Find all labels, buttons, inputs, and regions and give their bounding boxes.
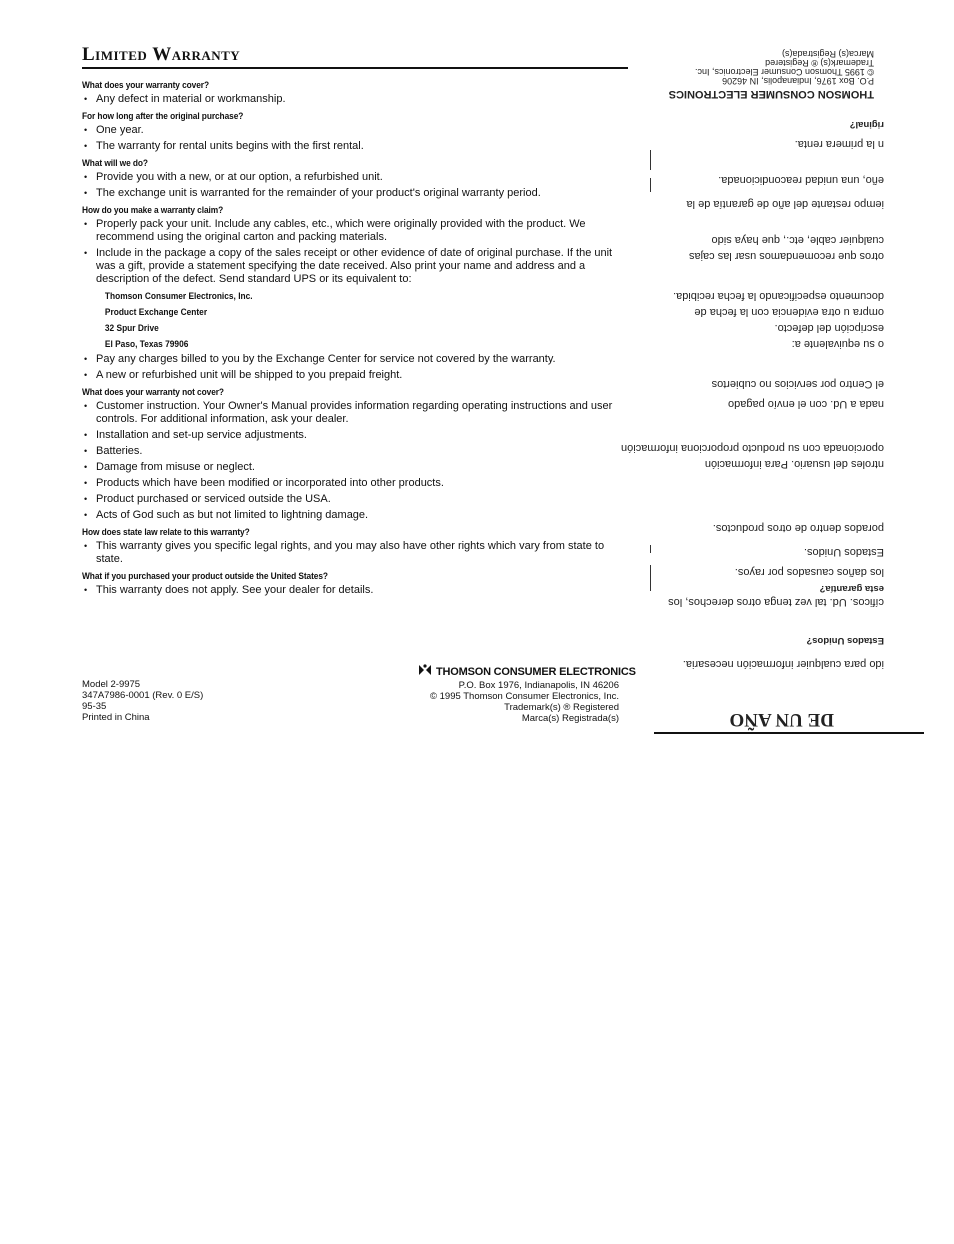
bullet-list (82, 584, 628, 597)
date-code: 95-35 (82, 701, 107, 712)
binding-mark (650, 150, 651, 170)
marca: Marca(s) Registrada(s) (521, 713, 619, 724)
title-rule (82, 67, 628, 69)
list-item: • Pay any charges billed to you by the Exchange Center for service not covered by the warranty. (82, 353, 628, 366)
address-line: 32 Spur Drive (104, 323, 159, 334)
mirrored-address-line: Marca(s) Registrada(s) (781, 49, 874, 59)
bullet-list (82, 218, 628, 286)
printed-in: Printed in China (82, 712, 150, 723)
mirrored-text-line: eño, una unidad reacondicionada. (718, 174, 884, 186)
list-item: • Properly pack your unit. Include any cables, etc., which were originally provided with the product. We recommend using the original carton and packing materials. (82, 218, 628, 244)
warranty-content (82, 78, 628, 600)
section-heading: How do you make a warranty claim? (82, 205, 224, 216)
bullet-list (82, 124, 628, 153)
mirrored-text-line: el Centro por servicios no cubiertos (711, 378, 884, 390)
mirrored-text-line: ompra u otra evidencia con la fecha de (694, 306, 884, 318)
mirrored-address-line: P.O. Box 1976, Indianapolis, IN 46206 (722, 76, 874, 86)
mirrored-text-line: Estados Unidos? (806, 635, 884, 646)
address-line: El Paso, Texas 79906 (104, 339, 189, 350)
mirrored-text-line: nada a Ud. con el envío pagado (728, 398, 884, 410)
list-item: • Acts of God such as but not limited to lightning damage. (82, 509, 628, 522)
mirrored-text-line: documento especificando la fecha recibida. (673, 290, 884, 302)
list-item: • This warranty gives you specific legal rights, and you may also have other rights which vary from state to state. (82, 540, 628, 566)
list-item: • Customer instruction. Your Owner's Manual provides information regarding operating instructions and user controls. For additional information, ask your dealer. (82, 400, 628, 426)
list-item: • Product purchased or serviced outside the USA. (82, 493, 628, 506)
section-heading: What will we do? (82, 158, 148, 169)
list-item: • Provide you with a new, or at our option, a refurbished unit. (82, 171, 628, 184)
list-item: • Products which have been modified or incorporated into other products. (82, 477, 628, 490)
model-info (82, 679, 203, 723)
bullet-list (82, 93, 628, 106)
list-item: • The exchange unit is warranted for the remainder of your product's original warranty period. (82, 187, 628, 200)
bullet-list (82, 171, 628, 200)
mirrored-text-line: porados dentro de otros productos. (712, 522, 884, 534)
mirrored-address-line: Trademark(s) ® Registered (765, 58, 874, 68)
mirrored-text-line: ido para cualquier información necesaria. (682, 658, 884, 670)
mirrored-text-line: iempo restante del año de garantía de la (686, 198, 884, 210)
list-item: • Installation and set-up service adjustments. (82, 429, 628, 442)
mirrored-text-line: oporcionada con su producto proporciona información (621, 442, 884, 454)
list-item: • This warranty does not apply. See your dealer for details. (82, 584, 628, 597)
list-item: • Any defect in material or workmanship. (82, 93, 628, 106)
mirrored-text-line: n la primera renta. (794, 138, 884, 150)
address-line: Thomson Consumer Electronics, Inc. (104, 291, 253, 302)
mirrored-address-line: © 1995 Thomson Consumer Electronics, Inc. (694, 67, 874, 77)
list-item: • The warranty for rental units begins with the first rental. (82, 140, 628, 153)
bullet-list (82, 353, 628, 382)
list-item: • Batteries. (82, 445, 628, 458)
company-address (380, 680, 619, 724)
mirrored-page (621, 49, 954, 730)
mirrored-text-line: otros que recomendamos usar las cajas (688, 250, 884, 262)
address-line: Product Exchange Center (104, 307, 208, 318)
brand-name: THOMSON CONSUMER ELECTRONICS (418, 664, 636, 679)
mirrored-text-line: riginal? (849, 119, 884, 130)
mirrored-text-line: escripción del defecto. (774, 322, 884, 334)
section-heading: How does state law relate to this warranty? (82, 527, 250, 538)
list-item: • Include in the package a copy of the sales receipt or other evidence of date of original purchase. If the unit was a gift, provide a statement specifying the date received. Also print your name and address and a description of the defect. Send standard UPS or its equivalent to: (82, 247, 628, 286)
trademark: Trademark(s) ® Registered (504, 702, 619, 713)
mirrored-text-line: Estados Unidos. (803, 546, 884, 558)
page-title: Limited Warranty (82, 44, 241, 65)
mirrored-text-line: esta garantía? (819, 583, 884, 594)
binding-mark (650, 545, 651, 553)
list-item: • A new or refurbished unit will be shipped to you prepaid freight. (82, 369, 628, 382)
mirrored-text-line: cualquier cable, etc., que haya sido (711, 234, 884, 246)
section-heading: What does your warranty not cover? (82, 387, 224, 398)
bullet-list (82, 400, 628, 522)
binding-mark (650, 565, 651, 591)
copyright: © 1995 Thomson Consumer Electronics, Inc. (430, 691, 619, 702)
exchange-center-address (82, 289, 628, 353)
warranty-page (82, 44, 628, 596)
mirrored-page-content (621, 49, 954, 730)
binding-mark (650, 178, 651, 192)
mirrored-brand: THOMSON CONSUMER ELECTRONICS (668, 88, 874, 100)
list-item: • One year. (82, 124, 628, 137)
mirrored-text-line: ntroles del usuario. Para información (704, 458, 884, 470)
po-box: P.O. Box 1976, Indianapolis, IN 46206 (458, 680, 619, 691)
section-heading: What does your warranty cover? (82, 80, 209, 91)
section-heading: What if you purchased your product outside the United States? (82, 571, 328, 582)
brand-block (418, 664, 636, 679)
mirrored-title-rule (654, 732, 924, 734)
bullet-list (82, 540, 628, 566)
mirrored-text-line: o su equivalente a: (791, 338, 884, 350)
mirrored-text-line: los daños causados por rayos. (734, 566, 884, 578)
section-heading: For how long after the original purchase? (82, 111, 244, 122)
list-item: • Damage from misuse or neglect. (82, 461, 628, 474)
mirrored-title: DE UN AÑO (729, 709, 834, 730)
thomson-logo-icon (418, 664, 432, 679)
mirrored-text-line: cíficos. Ud. tal vez tenga otros derechos, los (668, 596, 884, 608)
part-number: 347A7986-0001 (Rev. 0 E/S) (82, 690, 204, 701)
model-number: Model 2-9975 (82, 679, 141, 690)
